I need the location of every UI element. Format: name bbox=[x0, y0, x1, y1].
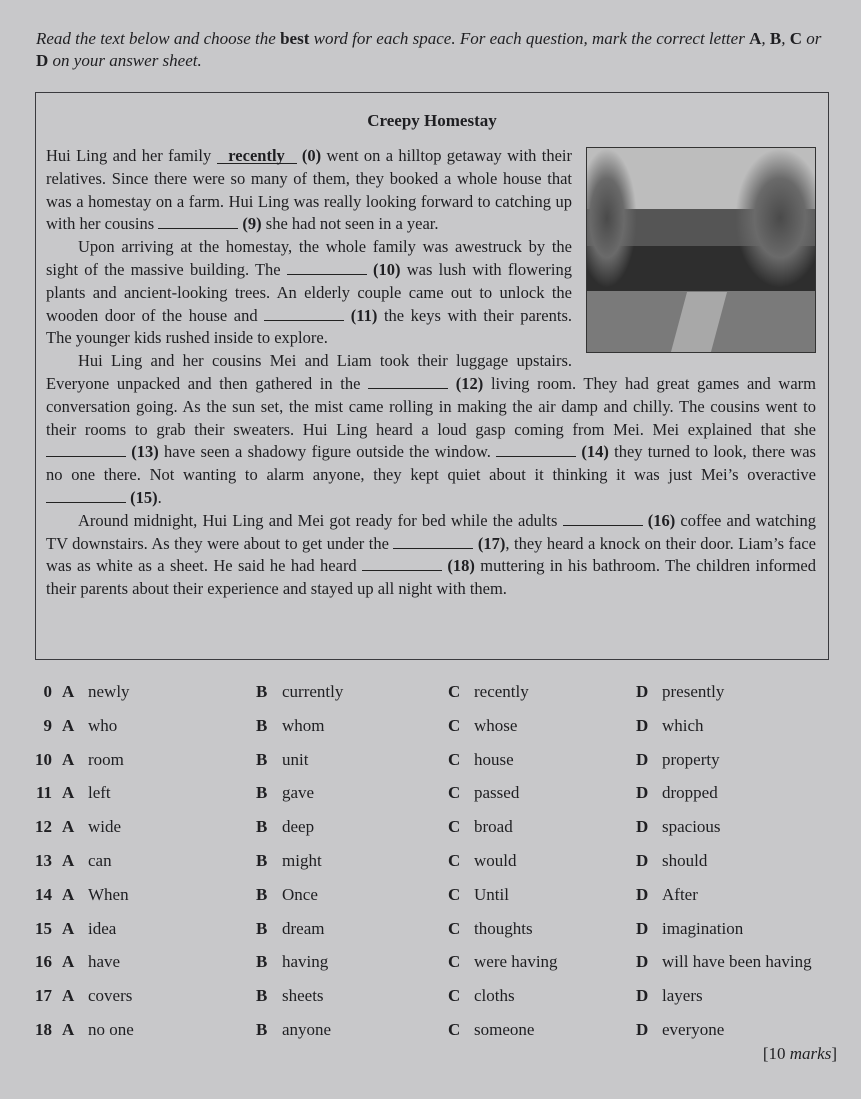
question-number: (14) bbox=[576, 442, 609, 462]
option-letter-b: B bbox=[256, 986, 268, 1006]
passage-text-segment: muttering in his bathroom. The children informed their parents about their experience and stayed up all night with them. bbox=[46, 556, 816, 599]
question-number: (18) bbox=[442, 556, 475, 576]
option-letter-c: C bbox=[448, 952, 461, 972]
option-b: having bbox=[282, 952, 329, 972]
passage-text-segment: . bbox=[157, 487, 162, 507]
option-c: house bbox=[474, 749, 514, 769]
option-letter-b: B bbox=[256, 682, 268, 701]
option-letter-a: A bbox=[62, 986, 75, 1006]
question-number: 16 bbox=[35, 952, 52, 972]
instruction-emphasis: best bbox=[280, 29, 310, 48]
option-letter-d: D bbox=[636, 682, 649, 701]
passage-text-segment: have seen a shadowy figure outside the window. bbox=[158, 442, 497, 462]
answer-blank bbox=[264, 306, 344, 321]
option-letter-d: D bbox=[636, 918, 649, 938]
option-a: room bbox=[88, 749, 124, 769]
option-letter-c: C bbox=[448, 749, 461, 769]
answer-options bbox=[30, 682, 850, 1054]
question-number: 12 bbox=[35, 817, 52, 837]
option-c: whose bbox=[474, 715, 518, 735]
option-letter-b: B bbox=[256, 1019, 268, 1039]
option-letter-c: C bbox=[448, 817, 461, 837]
passage-text-segment: she had not seen in a year. bbox=[261, 214, 439, 234]
passage-paragraph bbox=[46, 350, 816, 510]
answer-blank: recently bbox=[217, 149, 297, 164]
passage-title: Creepy Homestay bbox=[367, 111, 497, 130]
option-letter-b: B bbox=[256, 749, 268, 769]
passage-text-segment: was lush with flowering plants and ancient-looking trees. An elderly couple came out to unlock the wooden door of the house and bbox=[46, 259, 572, 325]
passage-text-segment: the keys with their parents. The younger kids rushed inside to explore. bbox=[46, 305, 572, 348]
instruction-emphasis: D bbox=[36, 51, 49, 70]
option-letter-d: D bbox=[636, 884, 649, 904]
option-b: unit bbox=[282, 749, 309, 769]
option-c: broad bbox=[474, 817, 513, 837]
option-d: will have been having bbox=[662, 952, 812, 972]
instruction-text: on your answer sheet. bbox=[48, 51, 202, 70]
option-d: property bbox=[662, 749, 720, 769]
option-d: everyone bbox=[662, 1019, 725, 1039]
question-row bbox=[30, 919, 850, 953]
option-a: idea bbox=[88, 918, 117, 938]
question-number: (13) bbox=[126, 442, 159, 462]
passage-paragraph bbox=[46, 510, 816, 601]
option-letter-d: D bbox=[636, 1019, 649, 1039]
instruction-emphasis: B bbox=[769, 29, 782, 48]
passage-text-segment: Around midnight, Hui Ling and Mei got ready for bed while the adults bbox=[78, 510, 563, 530]
passage-text-segment: they turned to look, there was no one there. Not wanting to alarm anyone, they kept quiet about it thinking it was just Mei’s overactive bbox=[46, 442, 816, 485]
passage-text-segment: Hui Ling and her cousins Mei and Liam took their luggage upstairs. Everyone unpacked and then gathered in the bbox=[46, 351, 572, 393]
question-number: (17) bbox=[473, 533, 506, 553]
option-a: wide bbox=[88, 817, 122, 837]
option-d: which bbox=[662, 715, 704, 735]
option-a: can bbox=[88, 850, 112, 870]
question-row bbox=[30, 952, 850, 986]
option-b: currently bbox=[282, 682, 344, 701]
option-letter-a: A bbox=[62, 749, 75, 769]
answer-blank bbox=[563, 511, 643, 526]
question-number: (10) bbox=[366, 259, 401, 279]
marks-open: [10 bbox=[762, 1044, 790, 1063]
option-d: layers bbox=[662, 986, 703, 1006]
question-number: 17 bbox=[35, 986, 52, 1006]
answer-blank bbox=[393, 534, 473, 549]
question-row bbox=[30, 986, 850, 1020]
option-a: left bbox=[88, 783, 111, 803]
passage-text-segment: went on a hilltop getaway with their relatives. Since there were so many of them, they booked a whole house that was a homestay on a farm. Hui Ling was really looking forward to catching up with her cousins bbox=[46, 146, 572, 234]
instructions bbox=[36, 28, 836, 72]
passage-text-segment: Hui Ling and her family bbox=[46, 146, 217, 165]
question-number: 9 bbox=[43, 715, 52, 735]
option-letter-b: B bbox=[256, 884, 268, 904]
instruction-text: word for each space. For each question, mark the correct letter bbox=[309, 29, 750, 48]
option-a: covers bbox=[88, 986, 133, 1006]
option-letter-a: A bbox=[62, 850, 75, 870]
option-letter-b: B bbox=[256, 783, 268, 803]
option-letter-a: A bbox=[62, 715, 75, 735]
passage-text-segment: Upon arriving at the homestay, the whole family was awestruck by the sight of the massive building. The bbox=[46, 237, 572, 279]
option-d: After bbox=[662, 884, 698, 904]
question-row bbox=[30, 716, 850, 750]
option-c: cloths bbox=[474, 986, 515, 1006]
option-c: Until bbox=[474, 884, 509, 904]
option-letter-c: C bbox=[448, 986, 461, 1006]
option-letter-c: C bbox=[448, 918, 461, 938]
option-d: spacious bbox=[662, 817, 721, 837]
homestay-house-photo bbox=[586, 147, 816, 353]
question-number: 0 bbox=[43, 682, 52, 701]
marks-word: marks bbox=[789, 1044, 832, 1063]
question-number: 10 bbox=[35, 749, 52, 769]
instruction-emphasis: A bbox=[749, 29, 762, 48]
question-number: (9) bbox=[238, 214, 262, 234]
answer-blank bbox=[496, 442, 576, 457]
question-row bbox=[30, 1020, 850, 1054]
answer-blank bbox=[287, 260, 367, 275]
option-d: dropped bbox=[662, 783, 718, 803]
option-letter-b: B bbox=[256, 850, 268, 870]
option-a: no one bbox=[88, 1019, 134, 1039]
question-row bbox=[30, 851, 850, 885]
question-number: 11 bbox=[35, 783, 52, 803]
instruction-text: Read the text below and choose the bbox=[36, 29, 281, 48]
question-row bbox=[30, 885, 850, 919]
option-letter-c: C bbox=[448, 682, 461, 701]
question-number: 13 bbox=[35, 850, 52, 870]
option-c: recently bbox=[474, 682, 529, 701]
question-number: (16) bbox=[642, 510, 676, 530]
option-letter-a: A bbox=[62, 1019, 75, 1039]
question-row bbox=[30, 682, 850, 716]
passage-text-segment: living room. They had great games and warm conversation going. As the sun set, the mist came rolling in making the air damp and chilly. The cousins went to their rooms to grab their sweaters. Hui Ling heard a loud gasp coming from Mei. Mei explained that she bbox=[46, 373, 816, 439]
question-number: (11) bbox=[344, 305, 378, 325]
marks-total bbox=[763, 1044, 837, 1064]
option-b: deep bbox=[282, 817, 315, 837]
answer-blank bbox=[158, 214, 238, 229]
option-b: dream bbox=[282, 918, 325, 938]
answer-blank bbox=[362, 556, 442, 571]
option-a: who bbox=[88, 715, 118, 735]
option-letter-d: D bbox=[636, 952, 649, 972]
answer-blank bbox=[368, 374, 448, 389]
option-letter-a: A bbox=[62, 884, 75, 904]
option-letter-c: C bbox=[448, 1019, 461, 1039]
passage-text-segment: , they heard a knock on their door. Liam’s face was as white as a sheet. He said he had heard bbox=[46, 533, 817, 576]
option-letter-d: D bbox=[636, 986, 649, 1006]
instruction-emphasis: C bbox=[789, 29, 802, 48]
option-letter-c: C bbox=[448, 783, 461, 803]
question-number: 14 bbox=[35, 884, 52, 904]
question-row bbox=[30, 750, 850, 784]
option-letter-b: B bbox=[256, 715, 268, 735]
instruction-text: , bbox=[761, 29, 770, 48]
marks-close: ] bbox=[831, 1044, 837, 1063]
option-letter-a: A bbox=[62, 682, 75, 701]
option-c: would bbox=[474, 850, 517, 870]
option-b: anyone bbox=[282, 1019, 332, 1039]
option-d: should bbox=[662, 850, 708, 870]
option-b: gave bbox=[282, 783, 315, 803]
question-number: 18 bbox=[35, 1019, 52, 1039]
option-letter-a: A bbox=[62, 783, 75, 803]
option-d: imagination bbox=[662, 918, 744, 938]
option-letter-d: D bbox=[636, 783, 649, 803]
option-letter-a: A bbox=[62, 918, 75, 938]
question-number: (12) bbox=[448, 373, 484, 393]
option-letter-b: B bbox=[256, 918, 268, 938]
option-c: thoughts bbox=[474, 918, 533, 938]
question-number: (15) bbox=[126, 487, 158, 507]
option-letter-d: D bbox=[636, 715, 649, 735]
option-letter-b: B bbox=[256, 952, 268, 972]
question-number: 15 bbox=[35, 918, 52, 938]
option-a: newly bbox=[88, 682, 130, 701]
question-number: (0) bbox=[296, 146, 322, 165]
option-a: have bbox=[88, 952, 121, 972]
answer-blank bbox=[46, 442, 126, 457]
option-b: might bbox=[282, 850, 322, 870]
option-b: Once bbox=[282, 884, 318, 904]
option-letter-d: D bbox=[636, 817, 649, 837]
option-letter-a: A bbox=[62, 952, 75, 972]
passage-text-segment: coffee and watching TV downstairs. As they were about to get under the bbox=[46, 510, 816, 553]
passage-box bbox=[35, 92, 829, 660]
option-a: When bbox=[88, 884, 129, 904]
option-b: whom bbox=[282, 715, 325, 735]
option-c: were having bbox=[474, 952, 558, 972]
instruction-text: , bbox=[781, 29, 790, 48]
question-row bbox=[30, 817, 850, 851]
option-letter-c: C bbox=[448, 715, 461, 735]
option-d: presently bbox=[662, 682, 725, 701]
option-c: someone bbox=[474, 1019, 535, 1039]
option-letter-c: C bbox=[448, 884, 461, 904]
passage-text bbox=[46, 145, 816, 601]
option-b: sheets bbox=[282, 986, 324, 1006]
answer-blank bbox=[46, 488, 126, 503]
option-letter-d: D bbox=[636, 850, 649, 870]
option-c: passed bbox=[474, 783, 520, 803]
option-letter-d: D bbox=[636, 749, 649, 769]
question-row bbox=[30, 783, 850, 817]
option-letter-a: A bbox=[62, 817, 75, 837]
option-letter-c: C bbox=[448, 850, 461, 870]
option-letter-b: B bbox=[256, 817, 268, 837]
instruction-text: or bbox=[801, 29, 822, 48]
